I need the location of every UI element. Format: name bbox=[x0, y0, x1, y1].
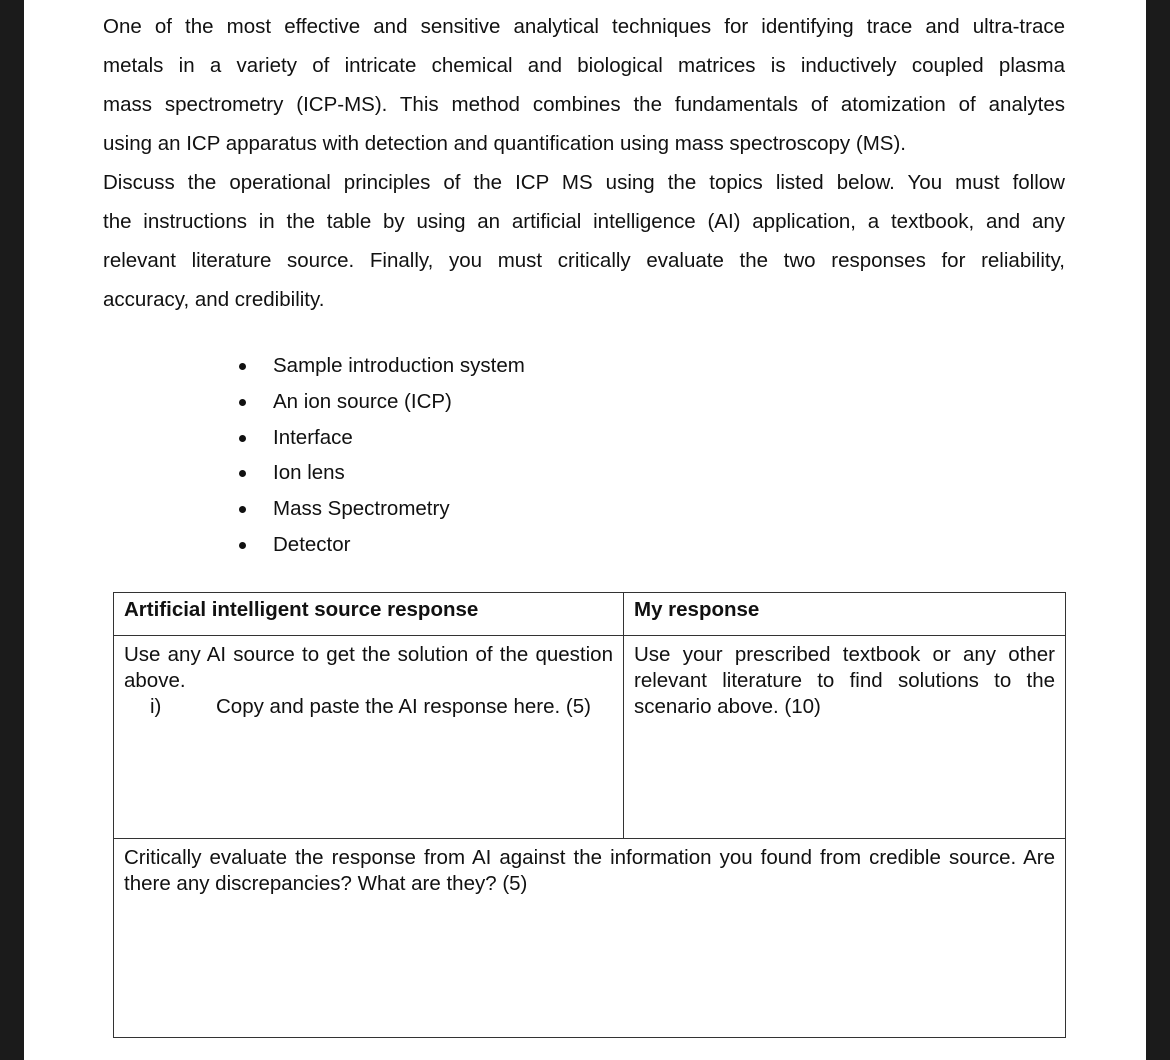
intro-line: One of the most effective and sensitive analytical techniques for identifying trace and ultra-trace bbox=[103, 15, 1065, 38]
topic-item bbox=[236, 527, 525, 563]
bullet-icon bbox=[239, 542, 246, 549]
topic-label: Interface bbox=[273, 425, 353, 449]
intro-line: the instructions in the table by using an artificial intelligence (AI) application, a textbook, and any bbox=[103, 210, 1065, 233]
table-row bbox=[114, 636, 1066, 839]
intro-paragraph bbox=[103, 7, 1065, 319]
bullet-icon bbox=[239, 470, 246, 477]
ai-instruction: Use any AI source to get the solution of the question above. bbox=[124, 643, 613, 692]
table-header-row bbox=[114, 593, 1066, 636]
my-instruction: Use your prescribed textbook or any other relevant literature to find solutions to the scenario above. (10) bbox=[634, 643, 1055, 718]
topic-label: Detector bbox=[273, 532, 351, 556]
intro-line: relevant literature source. Finally, you must critically evaluate the two responses for reliability, bbox=[103, 249, 1065, 272]
bullet-icon bbox=[239, 506, 246, 513]
evaluation-cell[interactable] bbox=[114, 839, 1066, 1038]
intro-line: mass spectrometry (ICP-MS). This method combines the fundamentals of atomization of analytes bbox=[103, 93, 1065, 116]
topic-label: Ion lens bbox=[273, 461, 345, 485]
bullet-icon bbox=[239, 363, 246, 370]
response-table bbox=[113, 592, 1066, 1038]
intro-line: accuracy, and credibility. bbox=[103, 288, 325, 311]
intro-line: Discuss the operational principles of the ICP MS using the topics listed below. You must follow bbox=[103, 171, 1065, 194]
topic-item bbox=[236, 420, 525, 456]
topic-item bbox=[236, 384, 525, 420]
intro-line: metals in a variety of intricate chemical and biological matrices is inductively coupled plasma bbox=[103, 54, 1065, 77]
topic-item bbox=[236, 491, 525, 527]
topic-label: An ion source (ICP) bbox=[273, 389, 452, 413]
my-response-cell[interactable] bbox=[624, 636, 1066, 839]
topic-item bbox=[236, 455, 525, 491]
ai-response-header: Artificial intelligent source response bbox=[114, 593, 624, 636]
my-response-header: My response bbox=[624, 593, 1066, 636]
topic-item bbox=[236, 348, 525, 384]
intro-line: using an ICP apparatus with detection and quantification using mass spectroscopy (MS). bbox=[103, 132, 906, 155]
ai-sub-number: i) bbox=[150, 695, 162, 718]
bullet-icon bbox=[239, 435, 246, 442]
table-row bbox=[114, 839, 1066, 1038]
ai-sub-item bbox=[124, 694, 613, 720]
document-page bbox=[24, 0, 1146, 1060]
ai-sub-text: Copy and paste the AI response here. (5) bbox=[216, 695, 591, 718]
bullet-icon bbox=[239, 399, 246, 406]
ai-response-cell[interactable] bbox=[114, 636, 624, 839]
evaluation-instruction: Critically evaluate the response from AI against the information you found from credible source. Are there any discrepancies? What are they? (5) bbox=[124, 846, 1055, 895]
topic-label: Sample introduction system bbox=[273, 354, 525, 377]
topic-list bbox=[236, 348, 525, 563]
topic-label: Mass Spectrometry bbox=[273, 497, 450, 521]
